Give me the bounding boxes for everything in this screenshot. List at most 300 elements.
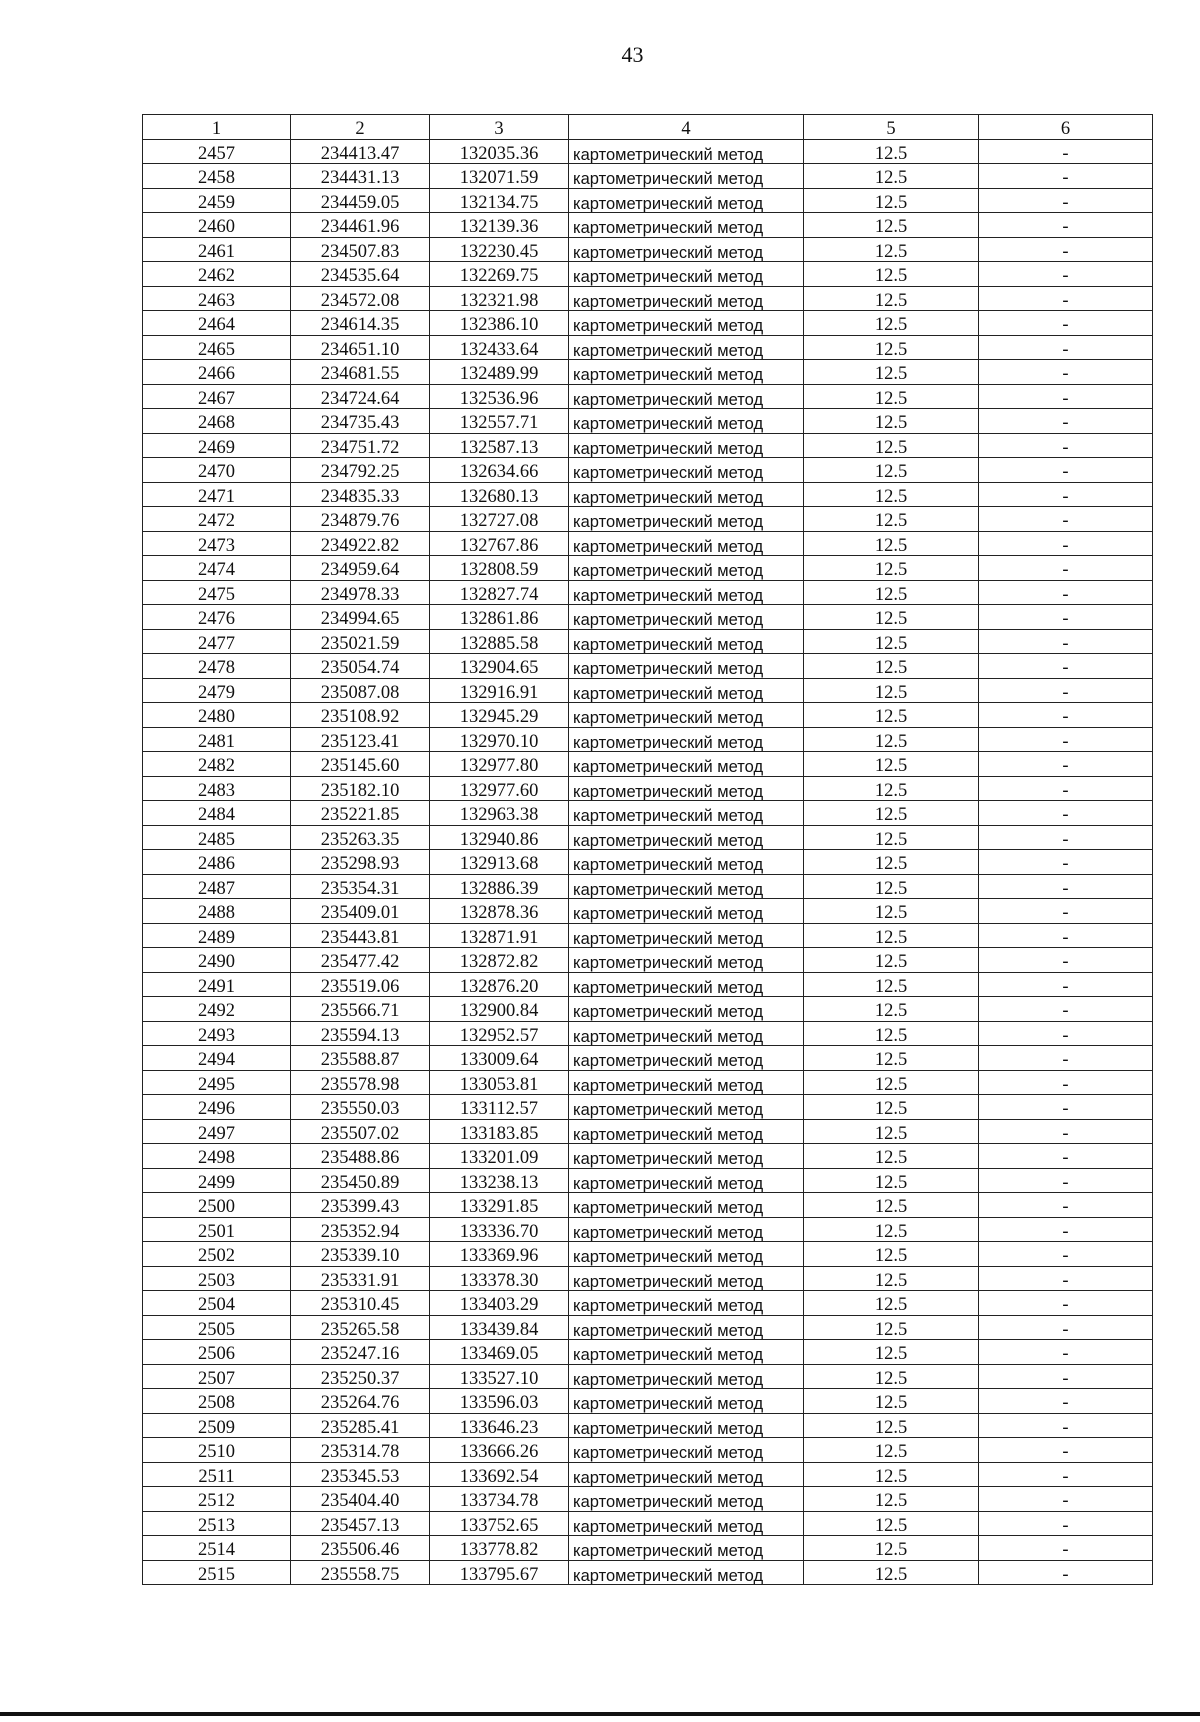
method-cell: картометрический метод: [569, 972, 804, 997]
x-coordinate-cell: 235345.53: [291, 1462, 430, 1487]
accuracy-cell: 12.5: [804, 556, 979, 581]
y-coordinate-cell: 133183.85: [430, 1119, 569, 1144]
description-cell: -: [979, 1193, 1153, 1218]
description-cell: -: [979, 1487, 1153, 1512]
y-coordinate-cell: 132035.36: [430, 139, 569, 164]
y-coordinate-cell: 132727.08: [430, 507, 569, 532]
y-coordinate-cell: 132977.80: [430, 752, 569, 777]
y-coordinate-cell: 133596.03: [430, 1389, 569, 1414]
method-cell: картометрический метод: [569, 311, 804, 336]
y-coordinate-cell: 133692.54: [430, 1462, 569, 1487]
accuracy-cell: 12.5: [804, 1193, 979, 1218]
x-coordinate-cell: 235182.10: [291, 776, 430, 801]
method-cell: картометрический метод: [569, 1144, 804, 1169]
x-coordinate-cell: 235265.58: [291, 1315, 430, 1340]
table-row: [143, 752, 1153, 777]
accuracy-cell: 12.5: [804, 1438, 979, 1463]
description-cell: -: [979, 948, 1153, 973]
description-cell: -: [979, 1340, 1153, 1365]
accuracy-cell: 12.5: [804, 1487, 979, 1512]
accuracy-cell: 12.5: [804, 1217, 979, 1242]
x-coordinate-cell: 235021.59: [291, 629, 430, 654]
method-cell: картометрический метод: [569, 531, 804, 556]
accuracy-cell: 12.5: [804, 286, 979, 311]
point-number-cell: 2495: [143, 1070, 291, 1095]
point-number-cell: 2500: [143, 1193, 291, 1218]
accuracy-cell: 12.5: [804, 825, 979, 850]
y-coordinate-cell: 132977.60: [430, 776, 569, 801]
table-row: [143, 727, 1153, 752]
y-coordinate-cell: 132871.91: [430, 923, 569, 948]
accuracy-cell: 12.5: [804, 948, 979, 973]
x-coordinate-cell: 235443.81: [291, 923, 430, 948]
y-coordinate-cell: 133752.65: [430, 1511, 569, 1536]
accuracy-cell: 12.5: [804, 1144, 979, 1169]
point-number-cell: 2494: [143, 1046, 291, 1071]
point-number-cell: 2513: [143, 1511, 291, 1536]
description-cell: -: [979, 335, 1153, 360]
method-cell: картометрический метод: [569, 262, 804, 287]
x-coordinate-cell: 235247.16: [291, 1340, 430, 1365]
method-cell: картометрический метод: [569, 1070, 804, 1095]
y-coordinate-cell: 132634.66: [430, 458, 569, 483]
point-number-cell: 2461: [143, 237, 291, 262]
method-cell: картометрический метод: [569, 139, 804, 164]
description-cell: -: [979, 507, 1153, 532]
description-cell: -: [979, 1438, 1153, 1463]
x-coordinate-cell: 234994.65: [291, 605, 430, 630]
table-row: [143, 1315, 1153, 1340]
description-cell: -: [979, 1095, 1153, 1120]
point-number-cell: 2470: [143, 458, 291, 483]
description-cell: -: [979, 1536, 1153, 1561]
description-cell: -: [979, 678, 1153, 703]
column-header-6: 6: [979, 115, 1153, 140]
accuracy-cell: 12.5: [804, 433, 979, 458]
method-cell: картометрический метод: [569, 1217, 804, 1242]
table-row: [143, 1266, 1153, 1291]
y-coordinate-cell: 132433.64: [430, 335, 569, 360]
method-cell: картометрический метод: [569, 703, 804, 728]
method-cell: картометрический метод: [569, 507, 804, 532]
point-number-cell: 2481: [143, 727, 291, 752]
y-coordinate-cell: 133291.85: [430, 1193, 569, 1218]
method-cell: картометрический метод: [569, 1291, 804, 1316]
table-row: [143, 703, 1153, 728]
table-row: [143, 776, 1153, 801]
method-cell: картометрический метод: [569, 629, 804, 654]
point-number-cell: 2502: [143, 1242, 291, 1267]
accuracy-cell: 12.5: [804, 164, 979, 189]
point-number-cell: 2492: [143, 997, 291, 1022]
table-row: [143, 286, 1153, 311]
x-coordinate-cell: 234751.72: [291, 433, 430, 458]
method-cell: картометрический метод: [569, 1438, 804, 1463]
x-coordinate-cell: 234413.47: [291, 139, 430, 164]
table-row: [143, 1291, 1153, 1316]
accuracy-cell: 12.5: [804, 1536, 979, 1561]
point-number-cell: 2503: [143, 1266, 291, 1291]
description-cell: -: [979, 556, 1153, 581]
point-number-cell: 2476: [143, 605, 291, 630]
accuracy-cell: 12.5: [804, 1413, 979, 1438]
y-coordinate-cell: 133112.57: [430, 1095, 569, 1120]
table-row: [143, 1046, 1153, 1071]
table-row: [143, 678, 1153, 703]
method-cell: картометрический метод: [569, 409, 804, 434]
y-coordinate-cell: 132827.74: [430, 580, 569, 605]
accuracy-cell: 12.5: [804, 752, 979, 777]
method-cell: картометрический метод: [569, 1487, 804, 1512]
method-cell: картометрический метод: [569, 1560, 804, 1585]
point-number-cell: 2488: [143, 899, 291, 924]
accuracy-cell: 12.5: [804, 384, 979, 409]
point-number-cell: 2475: [143, 580, 291, 605]
table-row: [143, 997, 1153, 1022]
point-number-cell: 2484: [143, 801, 291, 826]
x-coordinate-cell: 234461.96: [291, 213, 430, 238]
y-coordinate-cell: 132680.13: [430, 482, 569, 507]
method-cell: картометрический метод: [569, 286, 804, 311]
y-coordinate-cell: 132886.39: [430, 874, 569, 899]
y-coordinate-cell: 132940.86: [430, 825, 569, 850]
method-cell: картометрический метод: [569, 605, 804, 630]
description-cell: -: [979, 164, 1153, 189]
description-cell: -: [979, 605, 1153, 630]
accuracy-cell: 12.5: [804, 237, 979, 262]
point-number-cell: 2493: [143, 1021, 291, 1046]
x-coordinate-cell: 235399.43: [291, 1193, 430, 1218]
x-coordinate-cell: 235285.41: [291, 1413, 430, 1438]
method-cell: картометрический метод: [569, 850, 804, 875]
description-cell: -: [979, 188, 1153, 213]
page-number: 43: [621, 42, 644, 67]
description-cell: -: [979, 458, 1153, 483]
accuracy-cell: 12.5: [804, 923, 979, 948]
point-number-cell: 2474: [143, 556, 291, 581]
y-coordinate-cell: 132139.36: [430, 213, 569, 238]
method-cell: картометрический метод: [569, 801, 804, 826]
accuracy-cell: 12.5: [804, 1046, 979, 1071]
method-cell: картометрический метод: [569, 1021, 804, 1046]
accuracy-cell: 12.5: [804, 1511, 979, 1536]
description-cell: -: [979, 972, 1153, 997]
table-row: [143, 825, 1153, 850]
method-cell: картометрический метод: [569, 727, 804, 752]
accuracy-cell: 12.5: [804, 1364, 979, 1389]
method-cell: картометрический метод: [569, 948, 804, 973]
point-number-cell: 2507: [143, 1364, 291, 1389]
accuracy-cell: 12.5: [804, 507, 979, 532]
point-number-cell: 2482: [143, 752, 291, 777]
description-cell: -: [979, 262, 1153, 287]
method-cell: картометрический метод: [569, 678, 804, 703]
description-cell: -: [979, 237, 1153, 262]
accuracy-cell: 12.5: [804, 262, 979, 287]
description-cell: -: [979, 1511, 1153, 1536]
x-coordinate-cell: 235519.06: [291, 972, 430, 997]
x-coordinate-cell: 234978.33: [291, 580, 430, 605]
point-number-cell: 2509: [143, 1413, 291, 1438]
accuracy-cell: 12.5: [804, 531, 979, 556]
accuracy-cell: 12.5: [804, 1242, 979, 1267]
accuracy-cell: 12.5: [804, 629, 979, 654]
column-header-2: 2: [291, 115, 430, 140]
table-row: [143, 384, 1153, 409]
table-body: [143, 139, 1153, 1585]
x-coordinate-cell: 235221.85: [291, 801, 430, 826]
y-coordinate-cell: 132587.13: [430, 433, 569, 458]
point-number-cell: 2467: [143, 384, 291, 409]
description-cell: -: [979, 801, 1153, 826]
y-coordinate-cell: 132071.59: [430, 164, 569, 189]
accuracy-cell: 12.5: [804, 1266, 979, 1291]
point-number-cell: 2515: [143, 1560, 291, 1585]
point-number-cell: 2489: [143, 923, 291, 948]
accuracy-cell: 12.5: [804, 1168, 979, 1193]
description-cell: -: [979, 752, 1153, 777]
table-row: [143, 164, 1153, 189]
y-coordinate-cell: 133646.23: [430, 1413, 569, 1438]
point-number-cell: 2471: [143, 482, 291, 507]
x-coordinate-cell: 234431.13: [291, 164, 430, 189]
method-cell: картометрический метод: [569, 556, 804, 581]
y-coordinate-cell: 132963.38: [430, 801, 569, 826]
table-row: [143, 1487, 1153, 1512]
accuracy-cell: 12.5: [804, 1340, 979, 1365]
method-cell: картометрический метод: [569, 482, 804, 507]
point-number-cell: 2472: [143, 507, 291, 532]
x-coordinate-cell: 235263.35: [291, 825, 430, 850]
description-cell: -: [979, 1168, 1153, 1193]
table-row: [143, 360, 1153, 385]
y-coordinate-cell: 133527.10: [430, 1364, 569, 1389]
column-header-5: 5: [804, 115, 979, 140]
method-cell: картометрический метод: [569, 997, 804, 1022]
table-header-row: [143, 115, 1153, 140]
y-coordinate-cell: 133378.30: [430, 1266, 569, 1291]
accuracy-cell: 12.5: [804, 972, 979, 997]
accuracy-cell: 12.5: [804, 213, 979, 238]
method-cell: картометрический метод: [569, 752, 804, 777]
point-number-cell: 2480: [143, 703, 291, 728]
description-cell: -: [979, 899, 1153, 924]
description-cell: -: [979, 409, 1153, 434]
column-header-4: 4: [569, 115, 804, 140]
point-number-cell: 2512: [143, 1487, 291, 1512]
description-cell: -: [979, 997, 1153, 1022]
y-coordinate-cell: 132876.20: [430, 972, 569, 997]
accuracy-cell: 12.5: [804, 1462, 979, 1487]
x-coordinate-cell: 235339.10: [291, 1242, 430, 1267]
x-coordinate-cell: 235354.31: [291, 874, 430, 899]
x-coordinate-cell: 235314.78: [291, 1438, 430, 1463]
x-coordinate-cell: 234535.64: [291, 262, 430, 287]
bottom-scan-edge: [0, 1712, 1200, 1716]
table-row: [143, 311, 1153, 336]
method-cell: картометрический метод: [569, 1340, 804, 1365]
method-cell: картометрический метод: [569, 1315, 804, 1340]
x-coordinate-cell: 234879.76: [291, 507, 430, 532]
x-coordinate-cell: 235506.46: [291, 1536, 430, 1561]
y-coordinate-cell: 133201.09: [430, 1144, 569, 1169]
point-number-cell: 2499: [143, 1168, 291, 1193]
table-row: [143, 629, 1153, 654]
description-cell: -: [979, 703, 1153, 728]
point-number-cell: 2478: [143, 654, 291, 679]
x-coordinate-cell: 234507.83: [291, 237, 430, 262]
accuracy-cell: 12.5: [804, 1389, 979, 1414]
point-number-cell: 2506: [143, 1340, 291, 1365]
x-coordinate-cell: 235488.86: [291, 1144, 430, 1169]
point-number-cell: 2473: [143, 531, 291, 556]
method-cell: картометрический метод: [569, 1536, 804, 1561]
x-coordinate-cell: 234792.25: [291, 458, 430, 483]
x-coordinate-cell: 235352.94: [291, 1217, 430, 1242]
x-coordinate-cell: 235310.45: [291, 1291, 430, 1316]
description-cell: -: [979, 1364, 1153, 1389]
accuracy-cell: 12.5: [804, 678, 979, 703]
x-coordinate-cell: 234735.43: [291, 409, 430, 434]
point-number-cell: 2463: [143, 286, 291, 311]
accuracy-cell: 12.5: [804, 360, 979, 385]
point-number-cell: 2487: [143, 874, 291, 899]
x-coordinate-cell: 235477.42: [291, 948, 430, 973]
accuracy-cell: 12.5: [804, 727, 979, 752]
x-coordinate-cell: 235409.01: [291, 899, 430, 924]
method-cell: картометрический метод: [569, 384, 804, 409]
table-row: [143, 556, 1153, 581]
y-coordinate-cell: 133403.29: [430, 1291, 569, 1316]
table-row: [143, 1119, 1153, 1144]
x-coordinate-cell: 235264.76: [291, 1389, 430, 1414]
accuracy-cell: 12.5: [804, 311, 979, 336]
y-coordinate-cell: 132489.99: [430, 360, 569, 385]
table-row: [143, 580, 1153, 605]
y-coordinate-cell: 133469.05: [430, 1340, 569, 1365]
method-cell: картометрический метод: [569, 1389, 804, 1414]
x-coordinate-cell: 234835.33: [291, 482, 430, 507]
accuracy-cell: 12.5: [804, 1021, 979, 1046]
point-number-cell: 2457: [143, 139, 291, 164]
point-number-cell: 2510: [143, 1438, 291, 1463]
y-coordinate-cell: 132916.91: [430, 678, 569, 703]
x-coordinate-cell: 234724.64: [291, 384, 430, 409]
y-coordinate-cell: 132872.82: [430, 948, 569, 973]
description-cell: -: [979, 311, 1153, 336]
table-row: [143, 1389, 1153, 1414]
y-coordinate-cell: 133734.78: [430, 1487, 569, 1512]
accuracy-cell: 12.5: [804, 874, 979, 899]
description-cell: -: [979, 531, 1153, 556]
x-coordinate-cell: 235457.13: [291, 1511, 430, 1536]
description-cell: -: [979, 1413, 1153, 1438]
method-cell: картометрический метод: [569, 237, 804, 262]
table-row: [143, 1242, 1153, 1267]
description-cell: -: [979, 923, 1153, 948]
x-coordinate-cell: 235108.92: [291, 703, 430, 728]
point-number-cell: 2458: [143, 164, 291, 189]
table-row: [143, 923, 1153, 948]
accuracy-cell: 12.5: [804, 1070, 979, 1095]
x-coordinate-cell: 235566.71: [291, 997, 430, 1022]
table-row: [143, 899, 1153, 924]
description-cell: -: [979, 1217, 1153, 1242]
accuracy-cell: 12.5: [804, 458, 979, 483]
point-number-cell: 2483: [143, 776, 291, 801]
point-number-cell: 2479: [143, 678, 291, 703]
y-coordinate-cell: 133238.13: [430, 1168, 569, 1193]
point-number-cell: 2497: [143, 1119, 291, 1144]
table-row: [143, 1217, 1153, 1242]
method-cell: картометрический метод: [569, 580, 804, 605]
description-cell: -: [979, 850, 1153, 875]
x-coordinate-cell: 235507.02: [291, 1119, 430, 1144]
x-coordinate-cell: 235450.89: [291, 1168, 430, 1193]
method-cell: картометрический метод: [569, 164, 804, 189]
y-coordinate-cell: 133795.67: [430, 1560, 569, 1585]
description-cell: -: [979, 580, 1153, 605]
accuracy-cell: 12.5: [804, 997, 979, 1022]
description-cell: -: [979, 1462, 1153, 1487]
table-row: [143, 1364, 1153, 1389]
description-cell: -: [979, 482, 1153, 507]
accuracy-cell: 12.5: [804, 1315, 979, 1340]
description-cell: -: [979, 286, 1153, 311]
point-number-cell: 2460: [143, 213, 291, 238]
method-cell: картометрический метод: [569, 1364, 804, 1389]
y-coordinate-cell: 132952.57: [430, 1021, 569, 1046]
description-cell: -: [979, 433, 1153, 458]
x-coordinate-cell: 235578.98: [291, 1070, 430, 1095]
y-coordinate-cell: 132230.45: [430, 237, 569, 262]
y-coordinate-cell: 132945.29: [430, 703, 569, 728]
accuracy-cell: 12.5: [804, 654, 979, 679]
description-cell: -: [979, 1266, 1153, 1291]
y-coordinate-cell: 132913.68: [430, 850, 569, 875]
y-coordinate-cell: 132536.96: [430, 384, 569, 409]
table-row: [143, 654, 1153, 679]
method-cell: картометрический метод: [569, 458, 804, 483]
x-coordinate-cell: 234681.55: [291, 360, 430, 385]
point-number-cell: 2459: [143, 188, 291, 213]
description-cell: -: [979, 1119, 1153, 1144]
x-coordinate-cell: 234651.10: [291, 335, 430, 360]
x-coordinate-cell: 235588.87: [291, 1046, 430, 1071]
description-cell: -: [979, 1046, 1153, 1071]
table-row: [143, 1021, 1153, 1046]
point-number-cell: 2486: [143, 850, 291, 875]
description-cell: -: [979, 654, 1153, 679]
table-row: [143, 433, 1153, 458]
description-cell: -: [979, 629, 1153, 654]
table-row: [143, 1511, 1153, 1536]
x-coordinate-cell: 235404.40: [291, 1487, 430, 1512]
table-row: [143, 801, 1153, 826]
method-cell: картометрический метод: [569, 1046, 804, 1071]
description-cell: -: [979, 1070, 1153, 1095]
table-row: [143, 139, 1153, 164]
method-cell: картометрический метод: [569, 874, 804, 899]
accuracy-cell: 12.5: [804, 482, 979, 507]
accuracy-cell: 12.5: [804, 139, 979, 164]
point-number-cell: 2501: [143, 1217, 291, 1242]
table-row: [143, 605, 1153, 630]
point-number-cell: 2508: [143, 1389, 291, 1414]
description-cell: -: [979, 1144, 1153, 1169]
point-number-cell: 2465: [143, 335, 291, 360]
x-coordinate-cell: 235550.03: [291, 1095, 430, 1120]
